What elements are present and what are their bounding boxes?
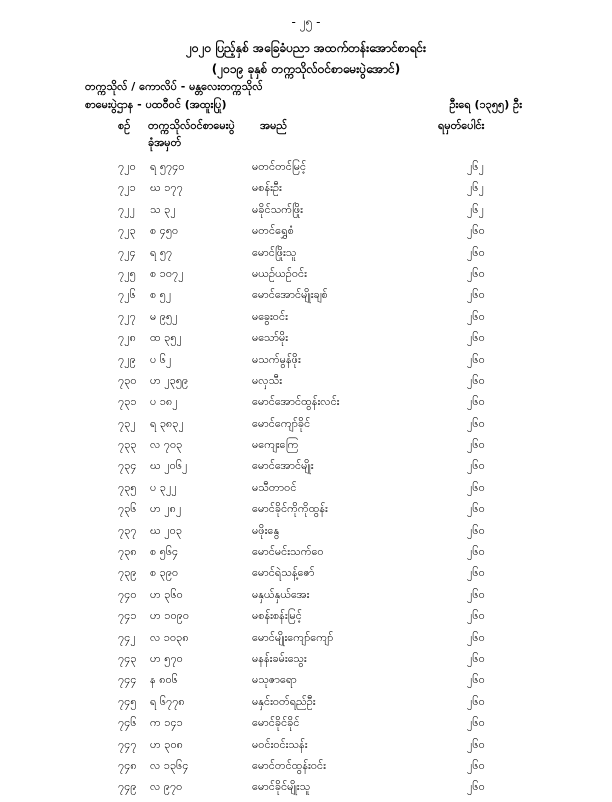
table-row xyxy=(0,417,612,438)
table-row xyxy=(0,246,612,267)
table-row xyxy=(0,481,612,502)
row-serial: ၇၂၂ xyxy=(118,202,135,216)
row-serial: ၇၃၁ xyxy=(118,395,137,409)
subject-label: စာမေးပွဲဌာန - ပထဝီဝင် (အထူးပြု) xyxy=(85,98,227,111)
row-roll-number: ရ ၆၇၇၈ xyxy=(150,694,185,708)
row-name: မနှင်းဝတ်ရည်ဦး xyxy=(252,694,316,708)
table-row xyxy=(0,716,612,737)
row-name: မနန်းခမ်းသွေး xyxy=(252,651,307,665)
row-name: မစန်းဦး xyxy=(252,181,282,195)
row-name: မလှသီး xyxy=(252,373,283,387)
row-marks: ၂၆၀ xyxy=(467,224,485,238)
row-serial: ၇၃၄ xyxy=(118,459,137,473)
row-roll-number: ပ ၁၈၂ xyxy=(150,395,178,409)
table-row xyxy=(0,780,612,801)
row-marks: ၂၆၀ xyxy=(467,459,485,473)
row-roll-number: ရ ၃၈၃၂ xyxy=(150,416,184,430)
row-name: မောင်ကျော်ခိုင် xyxy=(252,416,311,430)
row-marks: ၂၆၀ xyxy=(467,651,485,665)
row-name: မသီတာဝင် xyxy=(252,480,297,494)
table-row xyxy=(0,631,612,652)
row-serial: ၇၂၀ xyxy=(118,160,136,173)
header-name: အမည် xyxy=(260,119,288,132)
row-name: မခိုင်သက်ဖြိုး xyxy=(252,202,303,216)
row-roll-number: လ ၉၇၀ xyxy=(150,780,183,794)
row-name: မသက်မွန်ဖိုး xyxy=(252,352,301,366)
row-serial: ၇၂၃ xyxy=(118,224,136,238)
document-title: ၂၀၂၀ ပြည့်နှစ် အခြေခံပညာ အထက်တန်းအောင်စာရင်း xyxy=(185,41,427,55)
row-serial: ၇၄၀ xyxy=(118,587,137,601)
table-row xyxy=(0,759,612,780)
row-serial: ၇၂၈ xyxy=(118,331,136,345)
header-roll: တက္ကသိုလ်ဝင်စာမေးပွဲ xyxy=(148,119,235,132)
row-marks: ၂၆၀ xyxy=(467,288,485,302)
row-serial: ၇၄၈ xyxy=(118,758,137,772)
row-marks: ၂၆၀ xyxy=(467,609,485,623)
row-roll-number: စ ၅၆၄ xyxy=(150,545,179,559)
row-roll-number: ရ ၅၇၄၀ xyxy=(150,160,185,173)
row-marks: ၂၆၀ xyxy=(467,416,485,430)
page-number: - ၂၅ - xyxy=(291,15,321,29)
row-name: မစန်းစန်းမြင့် xyxy=(252,609,302,623)
row-roll-number: ဟ ၃၀၈ xyxy=(150,737,183,751)
table-row xyxy=(0,224,612,245)
row-marks: ၂၆၀ xyxy=(467,331,485,345)
row-serial: ၇၃၇ xyxy=(118,523,137,537)
table-row xyxy=(0,502,612,523)
table-row xyxy=(0,160,612,181)
row-serial: ၇၂၄ xyxy=(118,245,136,259)
row-name: မောင်ခိုင်မျိုးသူ xyxy=(252,780,311,794)
row-name: မောင်မျိုးကျော်ကျော် xyxy=(252,630,334,644)
row-roll-number: စ ၃၉၀ xyxy=(150,566,179,580)
row-serial: ၇၄၃ xyxy=(118,651,137,665)
row-name: မနှယ်နှယ်အေး xyxy=(252,587,310,601)
table-row xyxy=(0,310,612,331)
row-marks: ၂၆၂ xyxy=(467,160,484,173)
row-serial: ၇၂၅ xyxy=(118,266,136,280)
row-roll-number: ပ ၃၂၂ xyxy=(150,480,177,494)
row-marks: ၂၆၀ xyxy=(467,758,485,772)
row-roll-number: ဟ ၂၈၂ xyxy=(150,502,182,516)
table-row xyxy=(0,353,612,374)
row-serial: ၇၄၄ xyxy=(118,673,137,687)
row-marks: ၂၆၀ xyxy=(467,566,485,580)
row-name: မကျေးကြေ xyxy=(252,438,299,452)
header-roll-number: ခုံအမှတ် xyxy=(148,136,182,149)
table-row xyxy=(0,588,612,609)
row-roll-number: ဟ ၅၇၀ xyxy=(150,651,183,665)
row-marks: ၂၆၀ xyxy=(467,716,485,730)
row-serial: ၇၄၂ xyxy=(118,630,136,644)
row-name: မယဉ်ယဉ်ဝင်း xyxy=(252,266,307,280)
row-marks: ၂၆၀ xyxy=(467,373,485,387)
header-serial: စဉ် xyxy=(118,119,131,132)
table-row xyxy=(0,374,612,395)
table-row xyxy=(0,181,612,202)
row-serial: ၇၃၉ xyxy=(118,566,137,580)
row-serial: ၇၃၈ xyxy=(118,545,137,559)
total-count: ဦးရေ (၁၃၅၅) ဦး xyxy=(449,98,522,111)
row-marks: ၂၆၂ xyxy=(467,202,484,216)
row-serial: ၇၂၉ xyxy=(118,352,136,366)
row-serial: ၇၃၆ xyxy=(118,502,137,516)
row-marks: ၂၆၀ xyxy=(467,737,485,751)
row-name: မောင်အောင်ထွန်းလင်း xyxy=(252,395,340,409)
row-name: မောင်ခိုင်ကိုကိုထွန်း xyxy=(252,502,328,516)
row-name: မခွေးဝင်း xyxy=(252,309,288,323)
row-roll-number: ဃ ၁၇၇ xyxy=(150,181,183,195)
row-serial: ၇၂၆ xyxy=(118,288,136,302)
row-roll-number: ဃ ၂၀၃ xyxy=(150,523,183,537)
row-name: မောင်မင်းသက်ဝေ xyxy=(252,545,324,559)
row-marks: ၂၆၀ xyxy=(467,587,485,601)
row-roll-number: လ ၁၃၆၄ xyxy=(150,758,189,772)
table-row xyxy=(0,652,612,673)
row-name: မသော်မိုး xyxy=(252,331,289,345)
table-row xyxy=(0,673,612,694)
row-roll-number: စ ၅၂ xyxy=(150,288,172,302)
row-roll-number: ဟ ၃၆၀ xyxy=(150,587,183,601)
row-roll-number: ဃ ၂၀၆၂ xyxy=(150,459,188,473)
row-name: မောင်တင်ထွန်းဝင်း xyxy=(252,758,326,772)
row-name: မောင်ဖြိုးသူ xyxy=(252,245,297,259)
row-name: မဝင်းဝင်းသန်း xyxy=(252,737,308,751)
university-label: တက္ကသိုလ် / ကောလိပ် - မန္တလေးတက္ကသိုလ် xyxy=(85,80,263,93)
row-serial: ၇၃၂ xyxy=(118,416,136,430)
row-serial: ၇၃၃ xyxy=(118,438,137,452)
table-row xyxy=(0,203,612,224)
row-roll-number: ဟ ၂၃၅၉ xyxy=(150,373,189,387)
row-roll-number: သ ၃၂ xyxy=(150,202,176,216)
row-marks: ၂၆၀ xyxy=(467,352,485,366)
row-roll-number: ပ ၆၂ xyxy=(150,352,172,366)
row-marks: ၂၆၀ xyxy=(467,438,485,452)
row-name: မောင်ခိုင်ခိုင် xyxy=(252,716,300,730)
row-marks: ၂၆၀ xyxy=(467,673,485,687)
row-marks: ၂၆၀ xyxy=(467,245,485,259)
row-roll-number: က ၁၄၁ xyxy=(150,716,183,730)
row-roll-number: ထ ၃၅၂ xyxy=(150,331,182,345)
row-name: မောင်အောင်မျိုးချစ် xyxy=(252,288,328,302)
header-marks: ရမှတ်ပေါင်း xyxy=(438,119,485,132)
row-marks: ၂၆၀ xyxy=(467,266,485,280)
table-row xyxy=(0,695,612,716)
table-row xyxy=(0,566,612,587)
row-marks: ၂၆၀ xyxy=(467,780,485,794)
table-row xyxy=(0,288,612,309)
row-serial: ၇၂၁ xyxy=(118,181,136,195)
table-row xyxy=(0,395,612,416)
row-marks: ၂၆၀ xyxy=(467,630,485,644)
row-serial: ၇၂၇ xyxy=(118,309,136,323)
row-serial: ၇၄၁ xyxy=(118,609,137,623)
table-row xyxy=(0,609,612,630)
table-row xyxy=(0,524,612,545)
row-roll-number: ဟ ၁၀၉၀ xyxy=(150,609,190,623)
row-serial: ၇၄၆ xyxy=(118,716,137,730)
row-marks: ၂၆၀ xyxy=(467,480,485,494)
results-list xyxy=(0,160,612,802)
row-marks: ၂၆၂ xyxy=(467,181,484,195)
row-marks: ၂၆၀ xyxy=(467,545,485,559)
table-row xyxy=(0,267,612,288)
document-subtitle: (၂၀၁၉ ခုနှစ် တက္ကသိုလ်ဝင်စာမေးပွဲအောင်) xyxy=(211,62,401,76)
table-row xyxy=(0,545,612,566)
row-serial: ၇၄၅ xyxy=(118,694,137,708)
row-roll-number: စ ၁၀၇၂ xyxy=(150,266,184,280)
table-row xyxy=(0,459,612,480)
row-roll-number: ရ ၅၇ xyxy=(150,245,173,259)
row-serial: ၇၃၅ xyxy=(118,480,137,494)
row-roll-number: စ ၄၅၀ xyxy=(150,224,179,238)
row-name: မတင်ရွှေစံ xyxy=(252,224,294,238)
row-roll-number: န ၈၀၆ xyxy=(150,673,178,687)
row-name: မဖိုးနွေ xyxy=(252,523,280,537)
table-row xyxy=(0,438,612,459)
row-name: မသုဇာရော xyxy=(252,673,297,687)
row-marks: ၂၆၀ xyxy=(467,395,485,409)
row-marks: ၂၆၀ xyxy=(467,502,485,516)
table-row xyxy=(0,738,612,759)
row-roll-number: မ ၉၅၂ xyxy=(150,309,178,323)
row-serial: ၇၄၉ xyxy=(118,780,137,794)
table-row xyxy=(0,331,612,352)
row-roll-number: လ ၁၀၃၈ xyxy=(150,630,189,644)
row-marks: ၂၆၀ xyxy=(467,523,485,537)
row-marks: ၂၆၀ xyxy=(467,309,485,323)
row-name: မောင်အောင်မျိုး xyxy=(252,459,314,473)
row-name: မတင်တင်မြင့် xyxy=(252,160,307,173)
row-serial: ၇၄၇ xyxy=(118,737,137,751)
row-roll-number: လ ၇၀၃ xyxy=(150,438,183,452)
row-marks: ၂၆၀ xyxy=(467,694,485,708)
row-name: မောင်ရဲသန့်ဇော် xyxy=(252,566,315,580)
row-serial: ၇၃၀ xyxy=(118,373,137,387)
